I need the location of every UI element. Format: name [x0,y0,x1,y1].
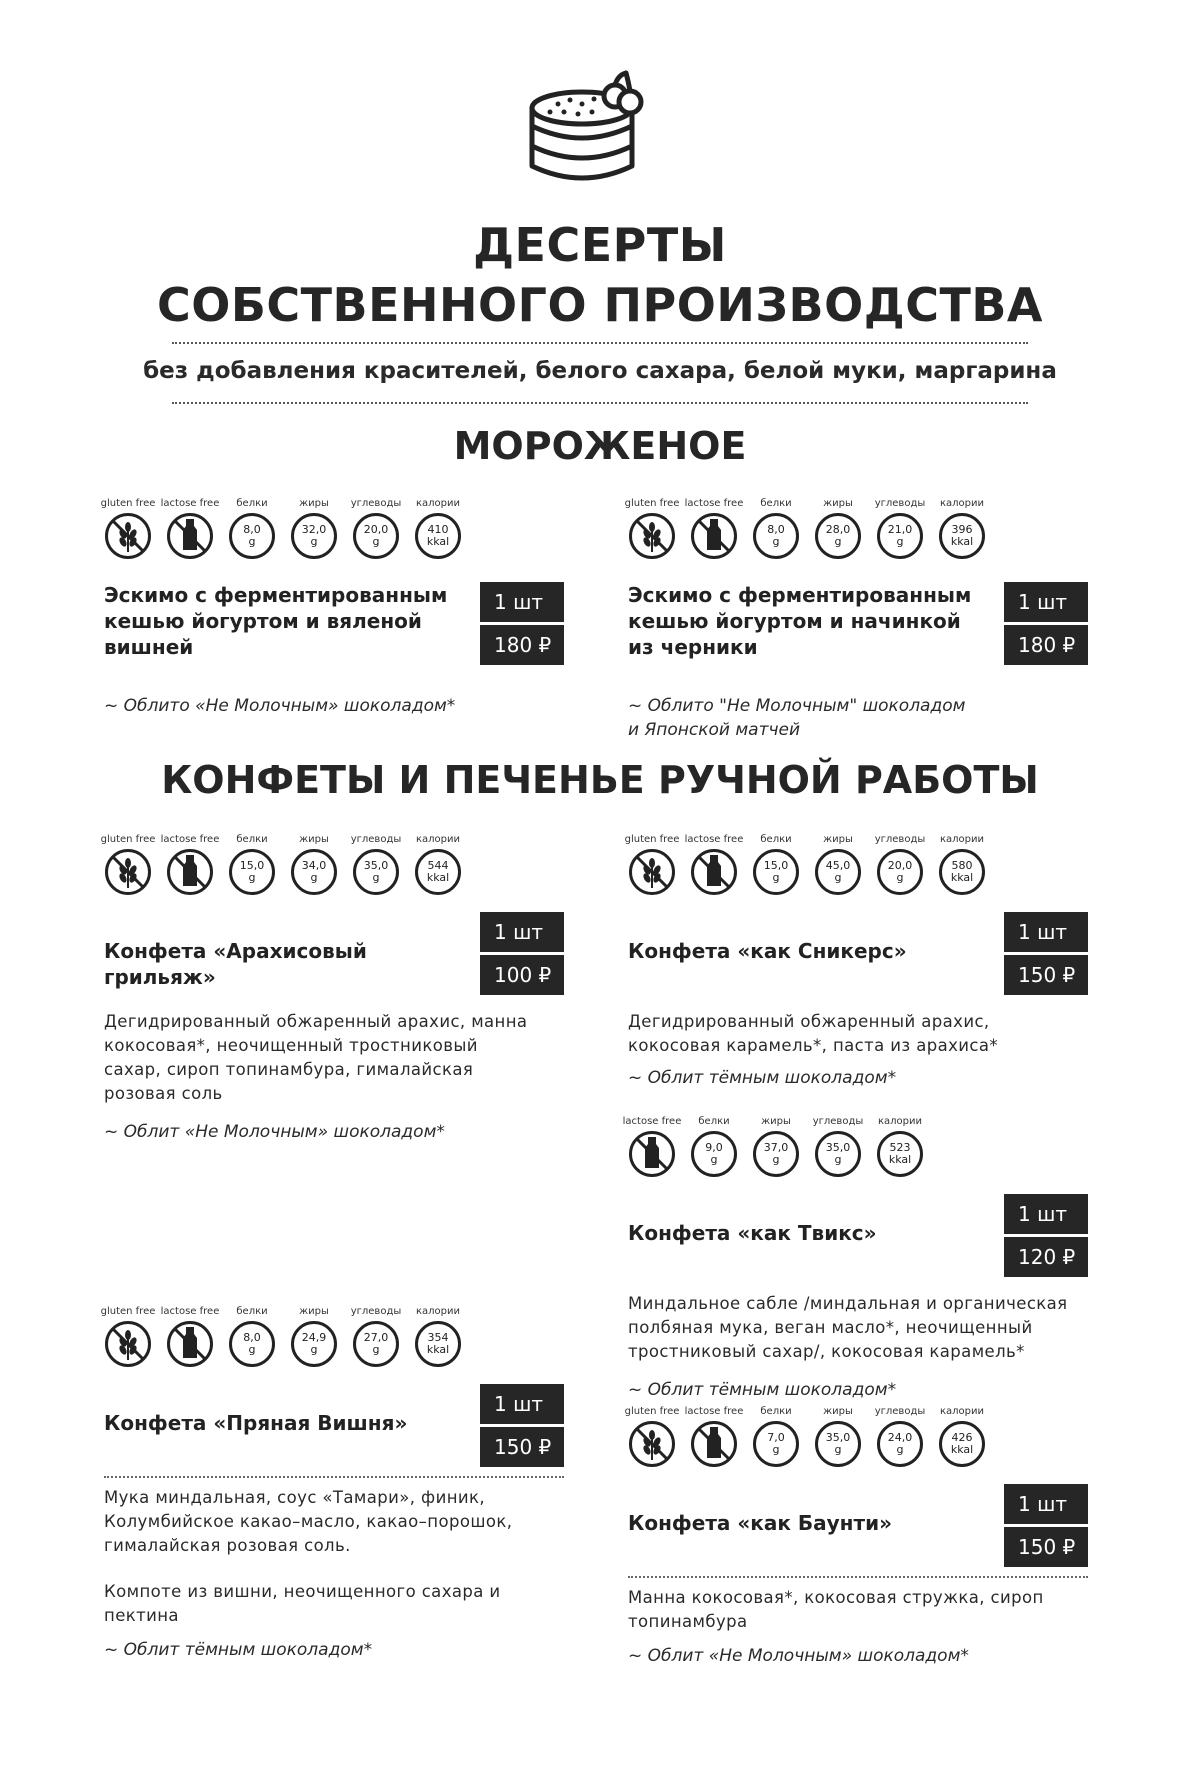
kcal-badge-icon: калории 354 kkal [414,1320,462,1368]
nutrition-icons [624,1406,1088,1476]
menu-item-spicy-cherry [100,1306,564,1662]
item-quantity: 1 шт [480,582,564,622]
gluten-free-icon: gluten free [628,512,676,560]
price-box [480,1384,564,1467]
item-price: 150 ₽ [1004,1527,1088,1567]
nutrition-icons [622,1116,1088,1186]
fat-badge-icon: жиры 28,0 g [814,512,862,560]
kcal-badge-icon: калории 523 kkal [876,1130,924,1178]
fat-badge-icon: жиры 45,0 g [814,848,862,896]
item-quantity: 1 шт [1004,1194,1088,1234]
gluten-free-icon: gluten free [628,848,676,896]
fat-badge-icon: жиры 24,9 g [290,1320,338,1368]
item-name: Конфета «Пряная Вишня» [104,1411,408,1435]
item-price: 180 ₽ [480,625,564,665]
item-description: Дегидрированный обжаренный арахис, манна кокосовая*, неочищенный тростниковый сахар, сироп топинамбура, гималайская розовая соль [104,1012,528,1103]
divider [172,402,1028,404]
gluten-free-icon: gluten free [104,848,152,896]
menu-item-grillage [100,834,564,1144]
item-description: Дегидрированный обжаренный арахис, кокосовая карамель*, паста из арахиса* [628,1012,999,1055]
item-note: ~ Облит «Не Молочным» шоколадом* [628,1646,969,1666]
nutrition-icons [624,498,1088,568]
item-note: ~ Облит тёмным шоколадом* [628,1380,897,1400]
item-name: Эскимо с ферментированным кешью йогуртом и начинкой из черники [628,583,972,659]
item-quantity: 1 шт [480,1384,564,1424]
lactose-free-icon: lactose free [690,848,738,896]
item-price: 120 ₽ [1004,1237,1088,1277]
item-description-filling: Компоте из вишни, неочищенного сахара и пектина [104,1582,501,1625]
item-description: Миндальное сабле /миндальная и органическая полбяная мука, веган масло*, неочищенный тростниковый сахар/, кокосовая карамель* [628,1294,1068,1361]
price-box [1004,1194,1088,1277]
item-price: 150 ₽ [1004,955,1088,995]
item-description: Манна кокосовая*, кокосовая стружка, сироп топинамбура [628,1588,1044,1631]
dotted-separator [628,1576,1088,1578]
price-box [1004,582,1088,665]
divider [172,342,1028,344]
gluten-free-icon: gluten free [104,512,152,560]
price-box [480,582,564,665]
gluten-free-icon: gluten free [104,1320,152,1368]
carbs-badge-icon: углеводы 20,0 g [352,512,400,560]
lactose-free-icon: lactose free [166,848,214,896]
carbs-badge-icon: углеводы 20,0 g [876,848,924,896]
item-description: Мука миндальная, соус «Тамари», финик, Колумбийское какао–масло, какао–порошок, гималайская розовая соль. [104,1488,513,1555]
item-name: Конфета «как Баунти» [628,1511,893,1535]
carbs-badge-icon: углеводы 35,0 g [814,1130,862,1178]
price-box [1004,1484,1088,1567]
menu-item-twix [622,1116,1088,1402]
price-box [1004,912,1088,995]
protein-badge-icon: белки 8,0 g [228,512,276,560]
item-note: ~ Облито «Не Молочным» шоколадом* [104,696,456,716]
item-quantity: 1 шт [1004,912,1088,952]
carbs-badge-icon: углеводы 27,0 g [352,1320,400,1368]
dotted-separator [104,1476,564,1478]
protein-badge-icon: белки 7,0 g [752,1420,800,1468]
item-note: ~ Облит тёмным шоколадом* [104,1640,373,1660]
menu-item-bounty [624,1406,1088,1668]
kcal-badge-icon: калории 396 kkal [938,512,986,560]
item-name: Конфета «Арахисовый грильяж» [104,939,367,989]
menu-item-eskimo-cherry [100,498,564,718]
nutrition-icons [100,498,564,568]
item-quantity: 1 шт [1004,1484,1088,1524]
fat-badge-icon: жиры 37,0 g [752,1130,800,1178]
carbs-badge-icon: углеводы 24,0 g [876,1420,924,1468]
kcal-badge-icon: калории 580 kkal [938,848,986,896]
protein-badge-icon: белки 9,0 g [690,1130,738,1178]
nutrition-icons [624,834,1088,904]
item-quantity: 1 шт [1004,582,1088,622]
gluten-free-icon: gluten free [628,1420,676,1468]
kcal-badge-icon: калории 544 kkal [414,848,462,896]
menu-item-eskimo-blueberry [624,498,1088,742]
carbs-badge-icon: углеводы 21,0 g [876,512,924,560]
nutrition-icons [100,834,564,904]
page-subtitle: без добавления красителей, белого сахара, белой муки, маргарина [143,358,1057,384]
item-name: Конфета «как Твикс» [628,1221,877,1245]
protein-badge-icon: белки 8,0 g [752,512,800,560]
fat-badge-icon: жиры 35,0 g [814,1420,862,1468]
item-quantity: 1 шт [480,912,564,952]
lactose-free-icon: lactose free [628,1130,676,1178]
lactose-free-icon: lactose free [166,512,214,560]
lactose-free-icon: lactose free [690,512,738,560]
kcal-badge-icon: калории 426 kkal [938,1420,986,1468]
fat-badge-icon: жиры 34,0 g [290,848,338,896]
protein-badge-icon: белки 8,0 g [228,1320,276,1368]
item-note: ~ Облит тёмным шоколадом* [628,1068,897,1088]
section-candies: КОНФЕТЫ И ПЕЧЕНЬЕ РУЧНОЙ РАБОТЫ [161,758,1039,802]
page-title-line1: ДЕСЕРТЫ [473,218,727,272]
cake-logo-icon [520,70,660,200]
item-name: Эскимо с ферментированным кешью йогуртом и вяленой вишней [104,583,448,659]
lactose-free-icon: lactose free [690,1420,738,1468]
nutrition-icons [100,1306,564,1376]
item-note: ~ Облито "Не Молочным" шоколадом и Японской матчей [628,696,966,740]
protein-badge-icon: белки 15,0 g [228,848,276,896]
item-price: 150 ₽ [480,1427,564,1467]
section-ice-cream: МОРОЖЕНОЕ [453,424,747,468]
item-note: ~ Облит «Не Молочным» шоколадом* [104,1122,445,1142]
item-price: 180 ₽ [1004,625,1088,665]
item-name: Конфета «как Сникерс» [628,939,907,963]
price-box [480,912,564,995]
lactose-free-icon: lactose free [166,1320,214,1368]
item-price: 100 ₽ [480,955,564,995]
carbs-badge-icon: углеводы 35,0 g [352,848,400,896]
kcal-badge-icon: калории 410 kkal [414,512,462,560]
page-title-line2: СОБСТВЕННОГО ПРОИЗВОДСТВА [156,278,1043,332]
protein-badge-icon: белки 15,0 g [752,848,800,896]
menu-item-snickers [624,834,1088,1090]
fat-badge-icon: жиры 32,0 g [290,512,338,560]
